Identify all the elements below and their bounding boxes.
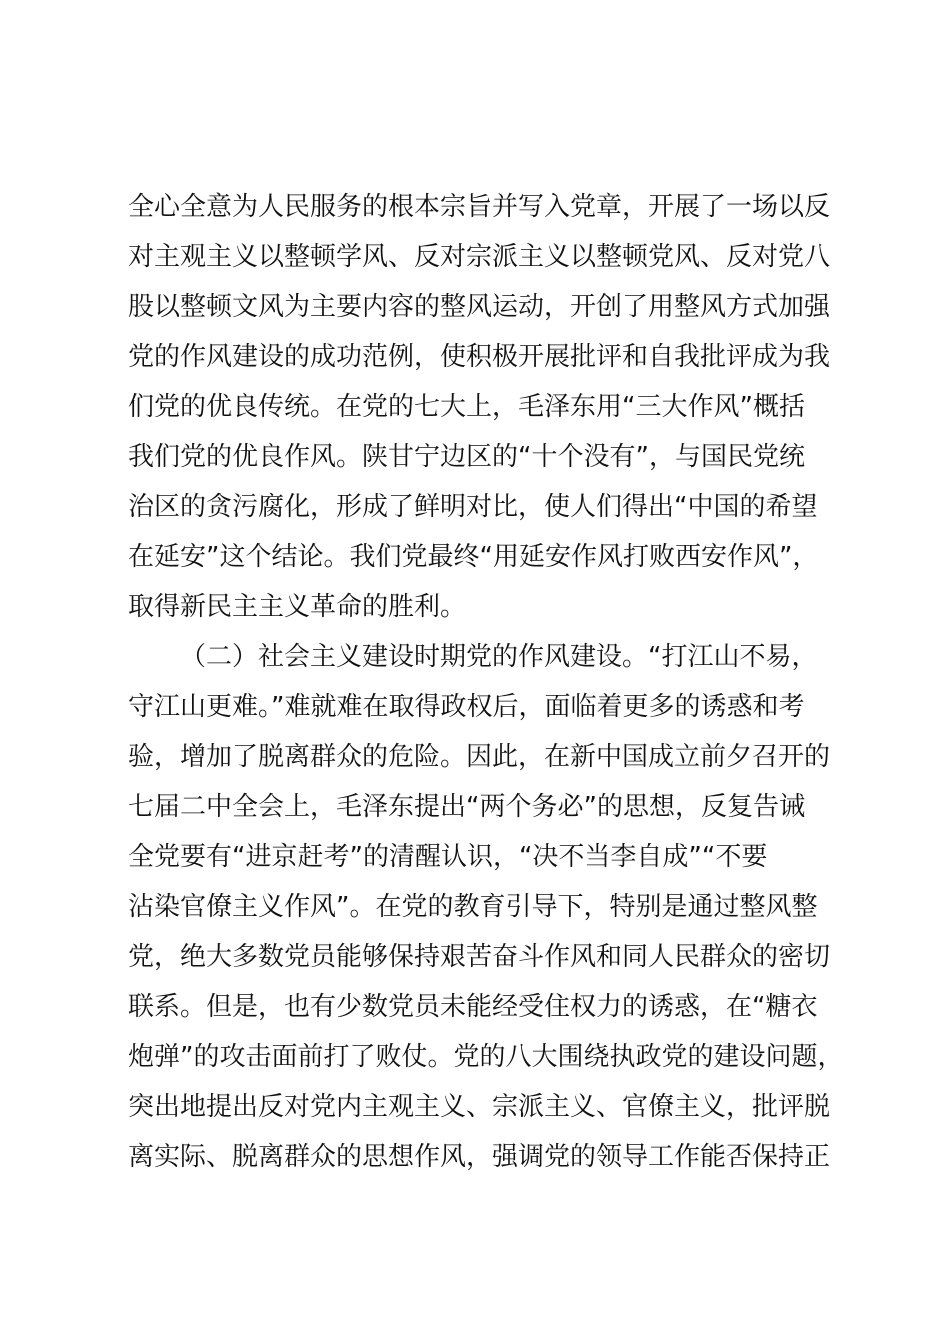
body-text xyxy=(128,182,868,1182)
text-line: 验，增加了脱离群众的危险。因此，在新中国成立前夕召开的 xyxy=(128,742,831,772)
text-line: 股以整顿文风为主要内容的整风运动，开创了用整风方式加强 xyxy=(128,292,831,322)
text-line: 守江山更难。”难就难在取得政权后，面临着更多的诱惑和考 xyxy=(128,692,805,722)
text-line: 全心全意为人民服务的根本宗旨并写入党章，开展了一场以反 xyxy=(128,192,831,222)
text-line: 们党的优良传统。在党的七大上，毛泽东用“三大作风”概括 xyxy=(128,392,805,422)
text-line: 我们党的优良作风。陕甘宁边区的“十个没有”，与国民党统 xyxy=(128,442,805,472)
text-line: 取得新民主主义革命的胜利。 xyxy=(128,592,467,622)
text-line: 七届二中全会上，毛泽东提出“两个务必”的思想，反复告诫 xyxy=(128,792,805,822)
text-line: 对主观主义以整顿学风、反对宗派主义以整顿党风、反对党八 xyxy=(128,242,831,272)
text-line: 沾染官僚主义作风”。在党的教育引导下，特别是通过整风整 xyxy=(128,892,818,922)
text-line: 党，绝大多数党员能够保持艰苦奋斗作风和同人民群众的密切 xyxy=(128,942,831,972)
section-heading-line: （二）社会主义建设时期党的作风建设。“打江山不易， xyxy=(180,642,818,672)
text-line: 炮弹”的攻击面前打了败仗。党的八大围绕执政党的建设问题， xyxy=(128,1042,844,1072)
text-line: 治区的贪污腐化，形成了鲜明对比，使人们得出“中国的希望 xyxy=(128,492,818,522)
text-line: 突出地提出反对党内主观主义、宗派主义、官僚主义，批评脱 xyxy=(128,1092,831,1122)
text-line: 党的作风建设的成功范例，使积极开展批评和自我批评成为我 xyxy=(128,342,831,372)
text-line: 全党要有“进京赶考”的清醒认识，“决不当李自成”“不要 xyxy=(128,842,768,872)
text-line: 联系。但是，也有少数党员未能经受住权力的诱惑，在“糖衣 xyxy=(128,992,818,1022)
text-line: 离实际、脱离群众的思想作风，强调党的领导工作能否保持正 xyxy=(128,1142,831,1172)
text-line: 在延安”这个结论。我们党最终“用延安作风打败西安作风”， xyxy=(128,542,819,572)
